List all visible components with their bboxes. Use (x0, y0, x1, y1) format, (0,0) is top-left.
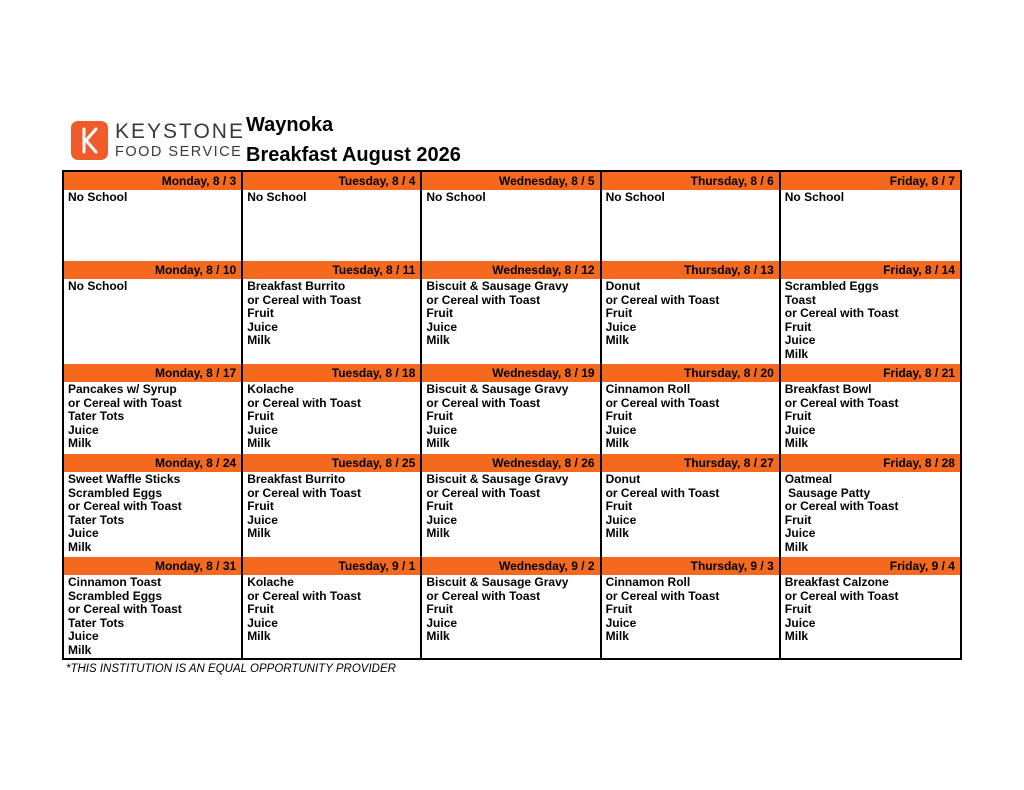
day-cell (422, 557, 601, 658)
menu-item: Fruit (426, 602, 454, 617)
footnote: *THIS INSTITUTION IS AN EQUAL OPPORTUNITY PROVIDER (66, 663, 396, 675)
menu-item: Milk (247, 526, 271, 541)
day-cell (243, 261, 422, 364)
menu-item: Scrambled Eggs (68, 485, 163, 500)
day-cell (602, 454, 781, 557)
day-header: Thursday, 8 / 27 (602, 454, 779, 472)
menu-item: Juice (247, 615, 278, 630)
day-header: Wednesday, 8 / 19 (422, 364, 599, 382)
menu-item: Milk (605, 436, 629, 451)
menu-item: Fruit (426, 409, 454, 424)
menu-item: Milk (426, 526, 450, 541)
day-menu (781, 190, 960, 261)
day-header: Friday, 8 / 28 (781, 454, 960, 472)
menu-item: Fruit (605, 499, 633, 514)
week-row (64, 454, 960, 557)
day-menu (781, 472, 960, 557)
day-menu (64, 190, 241, 261)
logo-wordmark-line2: FOOD SERVICE (115, 144, 243, 160)
menu-item: Milk (247, 629, 271, 644)
day-header: Tuesday, 8 / 18 (243, 364, 420, 382)
day-menu (64, 575, 241, 658)
menu-item: Biscuit & Sausage Gravy (426, 279, 569, 293)
menu-item: Pancakes w/ Syrup (68, 382, 177, 396)
week-row (64, 557, 960, 658)
menu-item: Oatmeal (784, 472, 833, 486)
day-menu (781, 575, 960, 658)
menu-item: Juice (784, 526, 816, 541)
menu-item: or Cereal with Toast (605, 292, 720, 307)
day-cell (64, 172, 243, 261)
day-header: Wednesday, 8 / 5 (422, 172, 599, 190)
menu-item: Fruit (426, 499, 454, 514)
menu-item: Juice (605, 512, 637, 527)
menu-item: or Cereal with Toast (247, 395, 361, 410)
day-menu (602, 575, 779, 658)
day-cell (781, 364, 960, 454)
logo-wordmark-line1: KEYSTONE (115, 120, 245, 143)
menu-item: Juice (784, 615, 816, 630)
day-header: Monday, 8 / 31 (64, 557, 241, 575)
menu-item: Juice (426, 512, 458, 527)
day-header: Monday, 8 / 3 (64, 172, 241, 190)
menu-item: Juice (68, 629, 99, 644)
day-header: Thursday, 8 / 13 (602, 261, 779, 279)
menu-item: Kolache (247, 575, 294, 589)
menu-item: Milk (68, 436, 92, 451)
menu-item: Donut (605, 472, 641, 486)
day-cell (422, 364, 601, 454)
menu-item: No School (68, 279, 128, 293)
menu-item: Fruit (605, 409, 633, 424)
menu-item: Biscuit & Sausage Gravy (426, 472, 569, 486)
menu-item: Milk (605, 629, 629, 644)
day-header: Thursday, 8 / 20 (602, 364, 779, 382)
menu-item: Cinnamon Roll (605, 382, 691, 396)
menu-item: Cinnamon Toast (68, 575, 162, 589)
menu-item: Fruit (784, 602, 812, 617)
menu-item: Fruit (426, 306, 454, 321)
menu-item: Milk (426, 436, 450, 451)
menu-item: or Cereal with Toast (784, 306, 899, 321)
menu-item: Biscuit & Sausage Gravy (426, 575, 569, 589)
day-cell (602, 557, 781, 658)
day-menu (243, 279, 420, 364)
day-menu (602, 279, 779, 364)
school-name: Waynoka (246, 114, 334, 136)
menu-item: or Cereal with Toast (605, 588, 720, 603)
menu-item: or Cereal with Toast (247, 588, 361, 603)
menu-item: Biscuit & Sausage Gravy (426, 382, 569, 396)
day-header: Wednesday, 9 / 2 (422, 557, 599, 575)
menu-item: Juice (605, 422, 637, 437)
menu-item: Fruit (605, 602, 633, 617)
menu-item: Fruit (784, 319, 812, 334)
menu-item: Juice (426, 422, 458, 437)
day-cell (602, 172, 781, 261)
day-header: Monday, 8 / 24 (64, 454, 241, 472)
menu-item: Juice (605, 319, 637, 334)
menu-item: Breakfast Bowl (784, 382, 872, 396)
day-cell (243, 364, 422, 454)
menu-item: Fruit (247, 499, 274, 514)
menu-item: Donut (605, 279, 641, 293)
menu-item: Juice (426, 615, 458, 630)
menu-item: Tater Tots (68, 409, 125, 424)
day-header: Tuesday, 8 / 25 (243, 454, 420, 472)
menu-item: or Cereal with Toast (247, 485, 361, 500)
week-row (64, 364, 960, 454)
menu-item: Milk (605, 526, 629, 541)
day-header: Wednesday, 8 / 12 (422, 261, 599, 279)
menu-item: Tater Tots (68, 512, 125, 527)
day-menu (422, 190, 599, 261)
menu-item: Juice (68, 422, 99, 437)
menu-item: or Cereal with Toast (68, 602, 182, 617)
menu-item: No School (784, 190, 845, 204)
menu-item: or Cereal with Toast (784, 395, 899, 410)
menu-item: No School (68, 190, 128, 204)
menu-item: Juice (247, 422, 278, 437)
menu-item: Juice (247, 512, 278, 527)
menu-item: or Cereal with Toast (605, 395, 720, 410)
day-cell (422, 261, 601, 364)
menu-item: or Cereal with Toast (68, 499, 182, 514)
menu-item: Cinnamon Roll (605, 575, 691, 589)
day-cell (243, 454, 422, 557)
day-cell (602, 261, 781, 364)
menu-item: Milk (68, 539, 92, 554)
menu-item: or Cereal with Toast (426, 588, 541, 603)
day-menu (422, 279, 599, 364)
menu-item: Fruit (784, 512, 812, 527)
menu-item: No School (426, 190, 486, 204)
day-menu (243, 382, 420, 454)
day-cell (781, 454, 960, 557)
day-menu (64, 382, 241, 454)
day-cell (781, 261, 960, 364)
day-menu (781, 279, 960, 364)
keystone-logo (71, 120, 245, 164)
day-cell (64, 557, 243, 658)
day-header: Friday, 8 / 21 (781, 364, 960, 382)
menu-item: Milk (784, 629, 809, 644)
day-menu (781, 382, 960, 454)
day-header: Friday, 9 / 4 (781, 557, 960, 575)
week-row (64, 261, 960, 364)
day-menu (64, 279, 241, 364)
menu-item: Milk (247, 436, 271, 451)
day-menu (602, 472, 779, 557)
menu-item: No School (247, 190, 307, 204)
day-header: Tuesday, 9 / 1 (243, 557, 420, 575)
day-cell (422, 172, 601, 261)
day-menu (422, 575, 599, 658)
menu-item: No School (605, 190, 665, 204)
menu-item: Milk (605, 333, 629, 348)
day-cell (64, 364, 243, 454)
menu-item: Fruit (247, 602, 274, 617)
menu-item: Breakfast Calzone (784, 575, 889, 589)
day-menu (602, 190, 779, 261)
day-header: Thursday, 8 / 6 (602, 172, 779, 190)
menu-item: Juice (784, 422, 816, 437)
day-cell (422, 454, 601, 557)
menu-item: or Cereal with Toast (426, 395, 541, 410)
menu-item: Juice (784, 333, 816, 348)
day-menu (243, 190, 420, 261)
menu-item: Sweet Waffle Sticks (68, 472, 181, 486)
day-header: Thursday, 9 / 3 (602, 557, 779, 575)
menu-item: or Cereal with Toast (784, 588, 899, 603)
day-header: Wednesday, 8 / 26 (422, 454, 599, 472)
day-cell (64, 261, 243, 364)
menu-item: Juice (426, 319, 458, 334)
day-menu (64, 472, 241, 557)
menu-item: Fruit (247, 409, 274, 424)
week-row (64, 172, 960, 261)
menu-item: Breakfast Burrito (247, 279, 346, 293)
day-header: Tuesday, 8 / 4 (243, 172, 420, 190)
menu-item: Juice (68, 526, 99, 541)
menu-item: or Cereal with Toast (605, 485, 720, 500)
day-menu (243, 472, 420, 557)
day-cell (243, 172, 422, 261)
menu-item: Milk (784, 539, 809, 554)
menu-calendar (62, 170, 962, 660)
day-header: Friday, 8 / 14 (781, 261, 960, 279)
menu-item: Milk (426, 333, 450, 348)
menu-item: Tater Tots (68, 615, 125, 630)
day-menu (422, 382, 599, 454)
menu-item: Sausage Patty (784, 485, 871, 500)
menu-item: or Cereal with Toast (247, 292, 361, 307)
day-header: Tuesday, 8 / 11 (243, 261, 420, 279)
menu-item: or Cereal with Toast (426, 485, 541, 500)
menu-item: Milk (784, 346, 809, 361)
day-cell (64, 454, 243, 557)
keystone-k-logo-icon (71, 121, 108, 160)
day-menu (422, 472, 599, 557)
menu-item: Scrambled Eggs (68, 588, 163, 603)
menu-item: or Cereal with Toast (68, 395, 182, 410)
menu-item: Milk (426, 629, 450, 644)
menu-title: Breakfast August 2026 (246, 144, 461, 166)
day-header: Monday, 8 / 10 (64, 261, 241, 279)
menu-item: Milk (68, 642, 92, 657)
menu-item: Kolache (247, 382, 294, 396)
menu-item: Toast (784, 292, 816, 307)
day-cell (781, 172, 960, 261)
menu-item: or Cereal with Toast (426, 292, 541, 307)
menu-item: Scrambled Eggs (784, 279, 879, 293)
menu-item: Juice (605, 615, 637, 630)
menu-item: Milk (247, 333, 271, 348)
menu-item: Fruit (605, 306, 633, 321)
day-cell (243, 557, 422, 658)
menu-item: Juice (247, 319, 278, 334)
menu-item: or Cereal with Toast (784, 499, 899, 514)
menu-item: Breakfast Burrito (247, 472, 346, 486)
day-header: Friday, 8 / 7 (781, 172, 960, 190)
menu-item: Fruit (247, 306, 274, 321)
day-cell (602, 364, 781, 454)
day-menu (602, 382, 779, 454)
day-cell (781, 557, 960, 658)
day-header: Monday, 8 / 17 (64, 364, 241, 382)
menu-item: Fruit (784, 409, 812, 424)
menu-item: Milk (784, 436, 809, 451)
day-menu (243, 575, 420, 658)
